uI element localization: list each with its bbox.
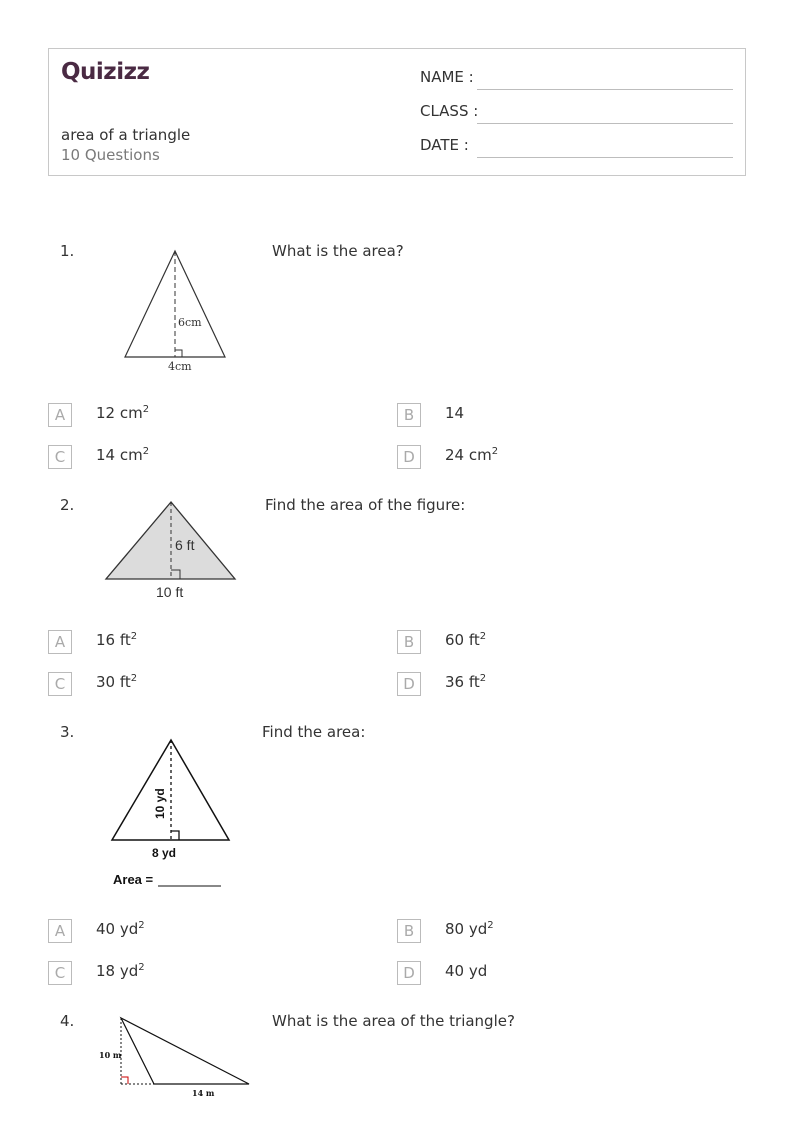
q1-option-d-box[interactable]: D bbox=[397, 445, 421, 469]
q3-option-d-text[interactable]: 40 yd bbox=[445, 962, 488, 980]
right-angle-mark bbox=[171, 831, 179, 840]
q2-option-a-text[interactable]: 16 $ft^2$ bbox=[96, 631, 138, 649]
question-2-text: Find the area of the figure: bbox=[265, 496, 466, 514]
name-line[interactable] bbox=[477, 89, 733, 90]
q3-option-c-text[interactable]: 18 $yd^2$ bbox=[96, 962, 145, 980]
question-4-number: 4. bbox=[60, 1012, 75, 1030]
worksheet-title: area of a triangle bbox=[61, 126, 191, 144]
base-label: 4cm bbox=[168, 360, 192, 373]
q2-option-a-box[interactable]: A bbox=[48, 630, 72, 654]
class-label: CLASS : bbox=[420, 102, 479, 120]
question-2-number: 2. bbox=[60, 496, 75, 514]
base-label: 8 yd bbox=[152, 846, 177, 860]
date-label: DATE : bbox=[420, 136, 469, 154]
q3-option-a-box[interactable]: A bbox=[48, 919, 72, 943]
q2-option-b-box[interactable]: B bbox=[397, 630, 421, 654]
q1-option-b-box[interactable]: B bbox=[397, 403, 421, 427]
question-3-triangle-figure bbox=[105, 733, 240, 893]
right-angle-mark bbox=[121, 1077, 128, 1084]
base-label: 10 ft bbox=[156, 584, 184, 600]
q1-option-a-text[interactable]: 12 $cm^2$ bbox=[96, 404, 150, 422]
question-3-number: 3. bbox=[60, 723, 75, 741]
q3-option-c-box[interactable]: C bbox=[48, 961, 72, 985]
q2-option-d-text[interactable]: 36 $ft^2$ bbox=[445, 673, 487, 691]
height-label: 10 m bbox=[99, 1050, 122, 1060]
q3-option-b-box[interactable]: B bbox=[397, 919, 421, 943]
question-2-triangle-figure bbox=[100, 496, 240, 606]
height-label: 6 ft bbox=[175, 537, 195, 553]
q1-option-c-text[interactable]: 14 $cm^2$ bbox=[96, 446, 150, 464]
quizizz-logo: Quizizz bbox=[61, 59, 150, 85]
q1-option-d-text[interactable]: 24 $cm^2$ bbox=[445, 446, 499, 464]
question-3-text: Find the area: bbox=[262, 723, 366, 741]
height-label: 10 yd bbox=[153, 788, 167, 819]
right-angle-mark bbox=[175, 350, 182, 357]
class-line[interactable] bbox=[477, 123, 733, 124]
q1-option-a-box[interactable]: A bbox=[48, 403, 72, 427]
base-label: 14 m bbox=[192, 1088, 215, 1098]
name-label: NAME : bbox=[420, 68, 474, 86]
date-line[interactable] bbox=[477, 157, 733, 158]
question-1-text: What is the area? bbox=[272, 242, 404, 260]
q1-option-c-box[interactable]: C bbox=[48, 445, 72, 469]
q2-option-c-text[interactable]: 30 $ft^2$ bbox=[96, 673, 138, 691]
height-label: 6cm bbox=[178, 316, 202, 329]
q1-option-b-text[interactable]: 14 bbox=[445, 404, 465, 422]
question-4-triangle-figure bbox=[95, 1012, 255, 1112]
q2-option-d-box[interactable]: D bbox=[397, 672, 421, 696]
question-1-number: 1. bbox=[60, 242, 75, 260]
q2-option-b-text[interactable]: 60 $ft^2$ bbox=[445, 631, 487, 649]
q3-option-a-text[interactable]: 40 $yd^2$ bbox=[96, 920, 145, 938]
area-prompt: Area = bbox=[113, 872, 154, 887]
question-count: 10 Questions bbox=[61, 146, 160, 164]
q3-option-b-text[interactable]: 80 $yd^2$ bbox=[445, 920, 494, 938]
question-1-triangle-figure bbox=[115, 245, 245, 375]
triangle-shape bbox=[121, 1018, 249, 1084]
q3-option-d-box[interactable]: D bbox=[397, 961, 421, 985]
question-4-text: What is the area of the triangle? bbox=[272, 1012, 515, 1030]
worksheet-header bbox=[48, 48, 746, 176]
q2-option-c-box[interactable]: C bbox=[48, 672, 72, 696]
